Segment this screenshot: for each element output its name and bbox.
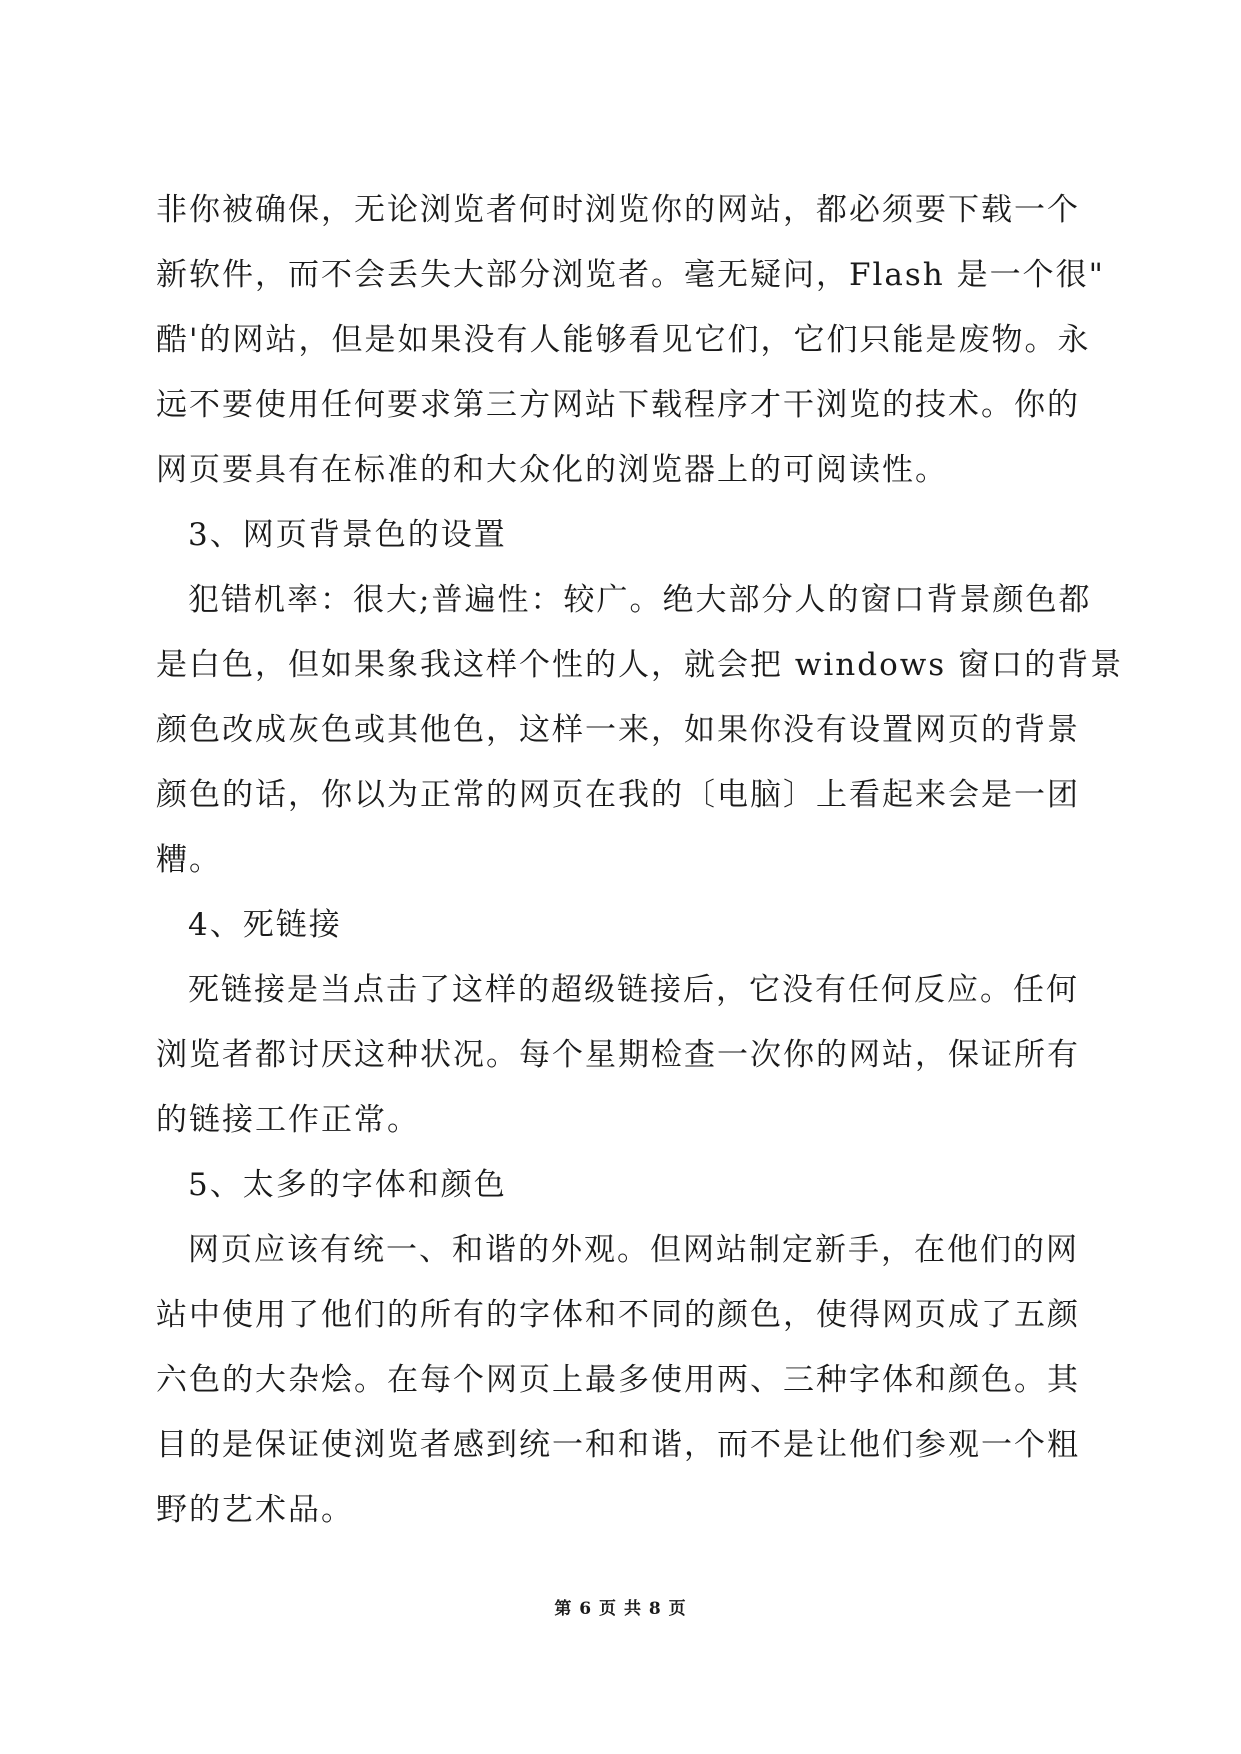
text-line: 犯错机率：很大;普遍性：较广。绝大部分人的窗口背景颜色都: [188, 582, 1092, 618]
paragraph: [156, 958, 1086, 1153]
text-line: 网页应该有统一、和谐的外观。但网站制定新手，在他们的网: [188, 1232, 1079, 1268]
text-line: 目的是保证使浏览者感到统一和和谐，而不是让他们参观一个粗: [156, 1427, 1080, 1463]
paragraph: [156, 568, 1124, 893]
section-heading: [156, 503, 1086, 568]
section-heading: [156, 1153, 1086, 1218]
heading-text: 4、死链接: [188, 907, 342, 943]
text-line: 新软件，而不会丢失大部分浏览者。毫无疑问，Flash 是一个很": [156, 257, 1105, 293]
text-line: 糟。: [156, 842, 222, 878]
text-line: 颜色改成灰色或其他色，这样一来，如果你没有设置网页的背景: [156, 712, 1080, 748]
text-line: 颜色的话，你以为正常的网页在我的〔电脑〕上看起来会是一团: [156, 777, 1080, 813]
text-line: 六色的大杂烩。在每个网页上最多使用两、三种字体和颜色。其: [156, 1362, 1080, 1398]
text-line: 浏览者都讨厌这种状况。每个星期检查一次你的网站，保证所有: [156, 1037, 1080, 1073]
section-heading: [156, 893, 1086, 958]
text-line: 是白色，但如果象我这样个性的人，就会把 windows 窗口的背景: [156, 647, 1124, 683]
text-line: 非你被确保，无论浏览者何时浏览你的网站，都必须要下载一个: [156, 192, 1080, 228]
text-line: 网页要具有在标准的和大众化的浏览器上的可阅读性。: [156, 452, 948, 488]
heading-text: 3、网页背景色的设置: [188, 517, 507, 553]
heading-text: 5、太多的字体和颜色: [188, 1167, 507, 1203]
paragraph: [156, 1218, 1086, 1543]
text-line: 野的艺术品。: [156, 1492, 354, 1528]
text-line: 站中使用了他们的所有的字体和不同的颜色，使得网页成了五颜: [156, 1297, 1080, 1333]
paragraph: [156, 178, 1105, 503]
document-body: [156, 178, 1124, 1543]
text-line: 死链接是当点击了这样的超级链接后，它没有任何反应。任何: [188, 972, 1079, 1008]
text-line: 远不要使用任何要求第三方网站下载程序才干浏览的技术。你的: [156, 387, 1080, 423]
text-line: 的链接工作正常。: [156, 1102, 420, 1138]
page-footer: 第 6 页 共 8 页: [554, 1599, 687, 1619]
text-line: 酷'的网站，但是如果没有人能够看见它们，它们只能是废物。永: [156, 322, 1091, 358]
